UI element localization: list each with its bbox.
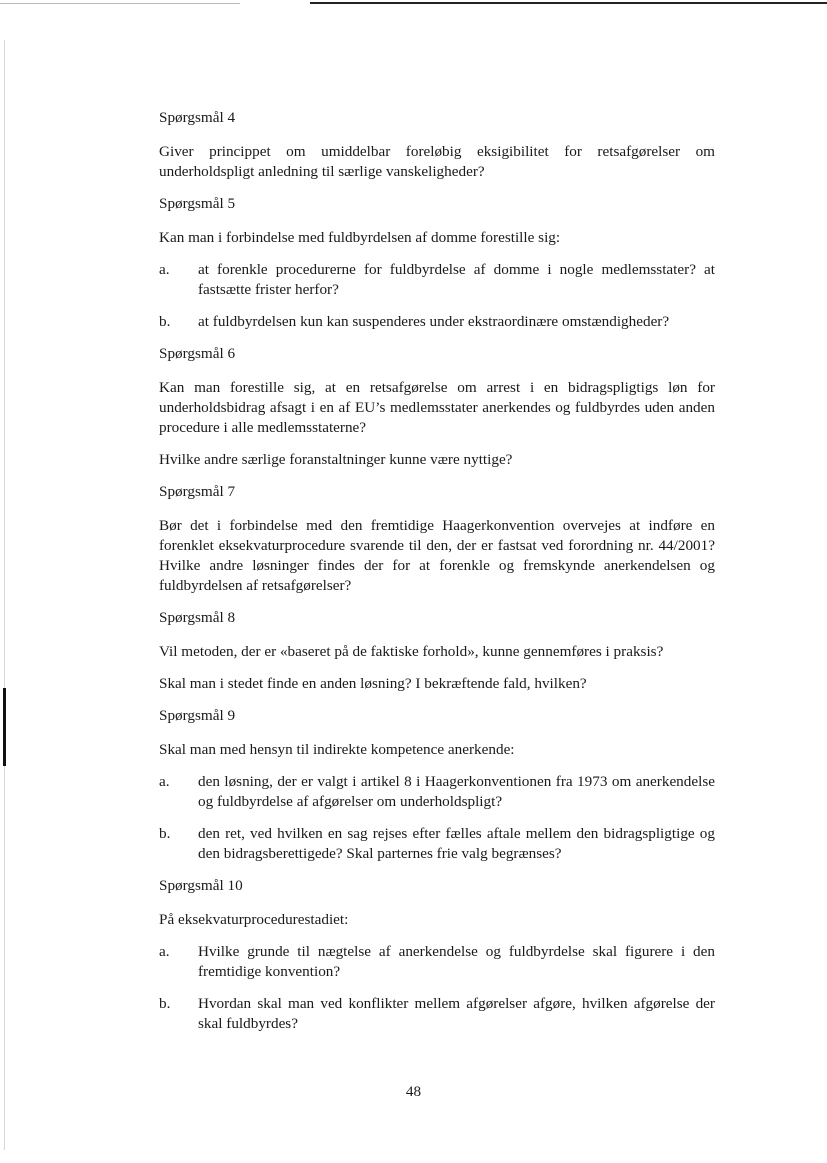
question-section-6 [159,344,715,470]
scan-edge-line [0,3,240,4]
list-item-text: Hvilke grunde til nægtelse af anerkendelse og fuldbyrdelse skal figurere i den fremtidige konvention? [198,943,715,980]
list-item-text: Hvordan skal man ved konflikter mellem afgørelser afgøre, hvilken afgørelse der skal fuldbyrdes? [198,995,715,1032]
list-item-letter: b. [159,825,171,842]
list-item [159,824,715,864]
scan-margin-mark [3,688,6,766]
list-item-letter: a. [159,773,170,790]
list-item [159,772,715,812]
question-section-4 [159,108,715,182]
list-item-letter: b. [159,313,171,330]
list-item-text: at fuldbyrdelsen kun kan suspenderes under ekstraordinære omstændigheder? [198,313,670,330]
question-heading: Spørgsmål 5 [159,195,236,212]
question-section-9 [159,706,715,864]
question-text: Bør det i forbindelse med den fremtidige Haagerkonvention overvejes at indføre en forenklet eksekvaturprocedure svarende til den, der er fastsat ved forordning nr. 44/2001? Hvilke andre løsninger findes der for at forenkle og fremskynde anerkendelsen og fuldbyrdelsen af retsafgørelser? [159,517,715,594]
document-body [159,108,715,1046]
question-heading: Spørgsmål 7 [159,483,236,500]
question-heading: Spørgsmål 9 [159,707,236,724]
list-item-text: den ret, ved hvilken en sag rejses efter fælles aftale mellem den bidragspligtige og den bidragsberettigede? Skal parternes frie valg begrænses? [198,825,715,862]
list-item [159,312,715,332]
list-item-letter: a. [159,943,170,960]
question-intro: Skal man med hensyn til indirekte kompetence anerkende: [159,741,515,758]
question-text: Hvilke andre særlige foranstaltninger kunne være nyttige? [159,451,513,468]
question-intro: På eksekvaturprocedurestadiet: [159,911,349,928]
question-text: Giver princippet om umiddelbar foreløbig eksigibilitet for retsafgørelser om underholdspligt anledning til særlige vanskeligheder? [159,143,715,180]
list-item [159,942,715,982]
question-section-8 [159,608,715,694]
list-item-letter: a. [159,261,170,278]
question-heading: Spørgsmål 6 [159,345,236,362]
question-text: Kan man forestille sig, at en retsafgørelse om arrest i en bidragspligtigs løn for underholdsbidrag afsagt i en af EU’s medlemsstater anerkendes og fuldbyrdes uden anden procedure i alle medlemsstaterne? [159,379,715,436]
question-section-7 [159,482,715,596]
list-item-letter: b. [159,995,171,1012]
question-text: Skal man i stedet finde en anden løsning? I bekræftende fald, hvilken? [159,675,587,692]
list-item-text: at forenkle procedurerne for fuldbyrdelse af domme i nogle medlemsstater? at fastsætte frister herfor? [198,261,715,298]
list-item [159,260,715,300]
scan-left-edge [4,40,5,1150]
question-text: Vil metoden, der er «baseret på de faktiske forhold», kunne gennemføres i praksis? [159,643,664,660]
question-section-10 [159,876,715,1034]
question-heading: Spørgsmål 10 [159,877,243,894]
scan-top-border [310,2,827,4]
question-section-5 [159,194,715,332]
question-heading: Spørgsmål 8 [159,609,236,626]
list-item [159,994,715,1034]
question-heading: Spørgsmål 4 [159,109,236,126]
list-item-text: den løsning, der er valgt i artikel 8 i Haagerkonventionen fra 1973 om anerkendelse og fuldbyrdelse af afgørelser om underholdspligt? [198,773,715,810]
page-number: 48 [405,1083,422,1100]
question-intro: Kan man i forbindelse med fuldbyrdelsen af domme forestille sig: [159,229,561,246]
